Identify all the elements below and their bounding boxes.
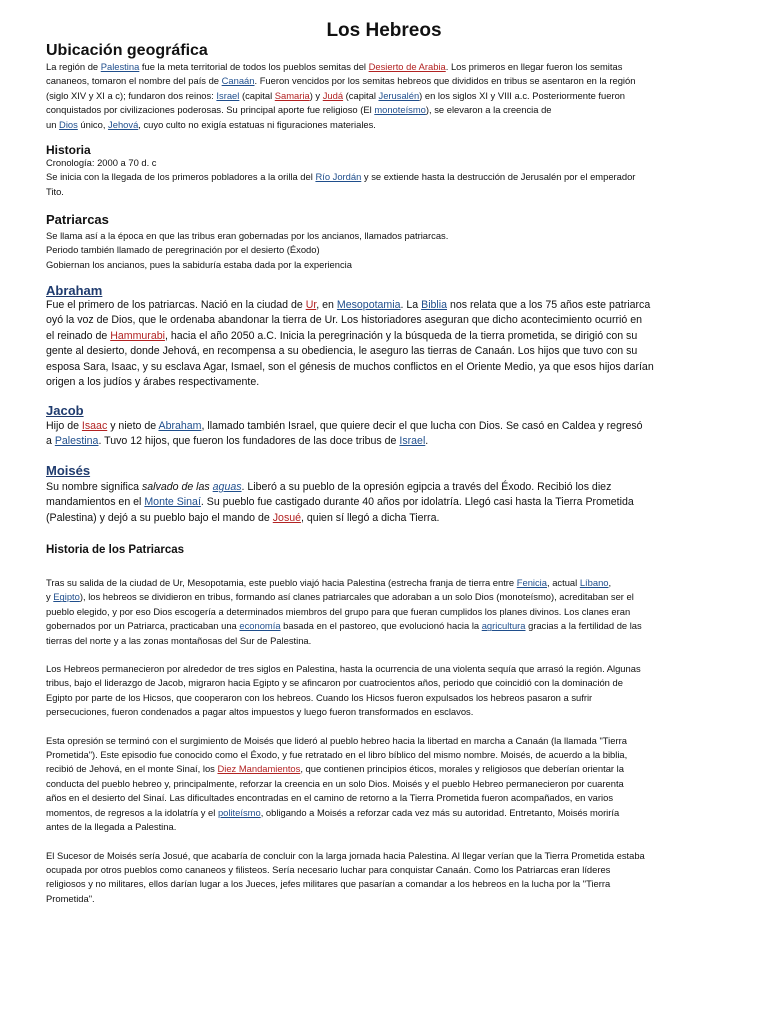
text-run: , actual	[546, 577, 580, 588]
text-line	[46, 511, 726, 526]
text-line	[46, 734, 722, 748]
text-line	[46, 634, 722, 648]
text-run: y se extiende hasta la destrucción de Jerusalén por el emperador	[361, 171, 636, 183]
text-run: cananeos, tomaron el nombre del país de	[46, 75, 222, 87]
text-run: ), se elevaron a la creencia de	[425, 104, 552, 116]
text-line	[46, 605, 722, 619]
text-line	[46, 777, 722, 791]
paragraph	[46, 576, 722, 648]
text-link-red[interactable]: Hammurabi	[110, 329, 165, 342]
text-run: persecuciones, fueron condenados a pagar altos impuestos y luego fueron transformados en esclavos.	[46, 706, 474, 718]
text-run: pueblo elegido, y por eso Dios escogería a determinados miembros del grupo para que fueran cumplidos los planes divinos. Los clanes eran	[46, 605, 631, 617]
text-link[interactable]: Canaán	[221, 75, 255, 87]
text-line	[46, 434, 726, 449]
text-run: Tito.	[46, 185, 64, 197]
text-line	[46, 892, 722, 906]
historia-text	[46, 156, 722, 199]
text-run: salvado de las	[141, 481, 213, 493]
text-run: El Sucesor de Moisés sería Josué, que acabaría de concluir con la larga jornada hacia Palestina. Al llegar verían que la Tierra Prometida estaba	[46, 849, 645, 861]
text-line	[46, 495, 726, 510]
text-run: momentos, de regresos a la idolatría y el	[46, 806, 218, 818]
text-line	[46, 676, 722, 690]
text-run: , hacia el año 2050 a.C. Inicia la peregrinación y la búsqueda de la tierra prometida, se dirigió con su	[164, 329, 638, 342]
text-run: Gobiernan los ancianos, pues la sabiduría estaba dada por la experiencia	[46, 258, 352, 270]
text-run: antes de la llegada a Palestina.	[46, 821, 177, 833]
text-line	[46, 863, 722, 877]
text-link[interactable]: Israel	[216, 89, 240, 101]
text-run: Prometida".	[46, 892, 95, 904]
paragraph	[46, 734, 722, 835]
text-run: oyó la voz de Dios, que le ordenaba abandonar la tierra de Ur. Los historiadores aseguran que dicho acontecimiento ocurrió en	[46, 314, 642, 327]
text-line	[46, 791, 722, 805]
text-line	[46, 60, 722, 74]
text-link[interactable]: Jerusalén	[378, 89, 420, 101]
text-run: gracias a la fertilidad de las	[525, 620, 642, 632]
heading-patriarcas: Patriarcas	[46, 212, 109, 227]
text-run: y	[46, 591, 54, 603]
text-line	[46, 748, 722, 762]
text-run: Tras su salida de la ciudad de Ur, Mesopotamia, este pueblo viajó hacia Palestina (estrecha franja de tierra entre	[46, 577, 517, 588]
text-run: fue la meta territorial de todos los pueblos semitas del	[139, 61, 369, 72]
text-link[interactable]: Jehová	[108, 118, 139, 130]
text-run: .	[425, 435, 429, 448]
text-link-red[interactable]: Diez Mandamientos	[217, 763, 301, 775]
text-run: tribus, bajo el liderazgo de Jacob, migraron hacia Egipto y se afincaron por cuatrocientos años, periodo que coincidió con la dominación de	[46, 677, 623, 689]
heading-moises-link[interactable]: Moisés	[46, 463, 91, 478]
text-link[interactable]: Israel	[399, 435, 426, 448]
text-line	[46, 118, 722, 132]
text-link-red[interactable]: Desierto de Arabia	[368, 61, 446, 72]
text-run: conducta del pueblo hebreo y, principalmente, reforzar la creencia en un solo Dios. Moisés y el pueblo Hebreo permanecieron por cuarenta	[46, 777, 624, 789]
text-run: tierras del norte y a las zonas montañosas del Sur de Palestina.	[46, 634, 312, 646]
text-line	[46, 329, 726, 344]
text-link[interactable]: Dios	[59, 118, 78, 130]
text-line	[46, 375, 726, 390]
text-run: . Liberó a su pueblo de la opresión egipcia a través del Éxodo. Recibió los diez	[241, 481, 612, 493]
page-title: Los Hebreos	[326, 20, 442, 41]
text-run: , en	[316, 299, 337, 311]
text-run: Fue el primero de los patriarcas. Nació en la ciudad de	[46, 299, 306, 311]
paragraph	[46, 849, 722, 907]
text-link-red[interactable]: Isaac	[81, 420, 108, 432]
text-run: nos relata que a los 75 años este patriarca	[447, 299, 651, 311]
text-line	[46, 806, 722, 820]
text-link[interactable]: economía	[239, 620, 281, 632]
text-run: gobernados por un Patriarca, practicaban una	[46, 620, 240, 632]
text-run: . Fueron vencidos por los semitas hebreos que divididos en tribus se asentaron en la región	[254, 75, 636, 87]
text-run: , llamado también Israel, que quiere decir el que lucha con Dios. Se casó en Caldea y regresó	[201, 420, 643, 432]
text-line	[46, 103, 722, 117]
text-run: Esta opresión se terminó con el surgimiento de Moisés que lideró al pueblo hebreo hacia la libertad en marcha a Canaán (la llamada "Tierra	[46, 734, 627, 746]
text-link[interactable]: aguas	[212, 481, 242, 493]
text-link[interactable]: Fenicia	[516, 577, 547, 588]
text-run: (capital	[343, 89, 379, 101]
text-run: Se llama así a la época en que las tribus eran gobernadas por los ancianos, llamados patriarcas.	[46, 230, 449, 241]
text-run: , obligando a Moisés a reforzar cada vez más su autoridad. Entretanto, Moisés moriría	[260, 806, 620, 818]
text-line	[46, 619, 722, 633]
moises-text	[46, 480, 726, 526]
text-run: ), los hebreos se dividieron en tribus, formando así clanes patriarcales que adoraban a un solo Dios (monoteísmo), acreditaban ser el	[79, 591, 634, 603]
text-run: basada en el pastoreo, que evolucionó hacia la	[280, 620, 482, 632]
text-run: Prometida"). Este episodio fue conocido como el Éxodo, y fue retratado en el libro bíblico del mismo nombre. Moisés, de acuerdo a la biblia,	[46, 749, 628, 761]
text-link[interactable]: Palestina	[100, 61, 140, 72]
text-run: ,	[608, 577, 612, 588]
text-link-red[interactable]: Ur	[305, 299, 317, 311]
text-link-red[interactable]: Josué	[272, 511, 302, 524]
ubicacion-text	[46, 60, 722, 132]
text-run: (Palestina) y dejó a su pueblo bajo el mando de	[46, 511, 273, 524]
patriarcas-text	[46, 229, 722, 272]
text-link[interactable]: Líbano	[579, 577, 609, 588]
text-run: un	[46, 118, 60, 130]
text-run: ocupada por otros pueblos como cananeos y filisteos. Sería necesario luchar para conquistar Canaán. Como los Patriarcas eran líderes	[46, 863, 611, 875]
text-line	[46, 170, 722, 184]
text-link[interactable]: agricultura	[481, 620, 526, 632]
text-line	[46, 185, 722, 199]
text-run: . Los primeros en llegar fueron los semitas	[445, 61, 623, 72]
jacob-text	[46, 419, 726, 450]
text-line	[46, 229, 722, 243]
text-line	[46, 344, 726, 359]
text-run: Cronología: 2000 a 70 d. c	[46, 157, 157, 168]
text-run: mandamientos en el	[46, 496, 145, 509]
text-line	[46, 419, 726, 434]
text-link[interactable]: Abraham	[158, 420, 202, 432]
text-line	[46, 762, 722, 776]
heading-ubicacion: Ubicación geográfica	[46, 42, 208, 59]
text-run: . Tuvo 12 hijos, que fueron los fundadores de las doce tribus de	[98, 435, 400, 448]
text-line	[46, 691, 722, 705]
text-run: Hijo de	[46, 420, 82, 432]
text-run: a	[46, 435, 55, 448]
text-line	[46, 849, 722, 863]
text-line	[46, 360, 726, 375]
text-run: ) en los siglos XI y VIII a.c. Posteriormente fueron	[419, 89, 625, 101]
text-link[interactable]: Monte Sinaí	[144, 496, 201, 509]
text-run: origen a los judíos y árabes respectivamente.	[46, 376, 260, 389]
text-line	[46, 258, 722, 272]
text-line	[46, 89, 722, 103]
text-line	[46, 590, 722, 604]
text-link-red[interactable]: Judá	[322, 89, 344, 101]
text-line	[46, 74, 722, 88]
text-run: años en el desierto del Sinaí. Las dificultades encontradas en el camino de retorno a la Tierra Prometida fueron acompañados, en varios	[46, 792, 614, 804]
text-link[interactable]: Palestina	[54, 435, 99, 448]
text-run: y nieto de	[107, 420, 159, 432]
text-run: Su nombre significa	[46, 481, 142, 493]
text-line	[46, 156, 722, 170]
text-run: recibió de Jehová, en el monte Sinaí, los	[46, 763, 218, 775]
text-run: , que contienen principios éticos, morales y religiosos que deberían orientar la	[300, 763, 624, 775]
text-run: , cuyo culto no exigía estatuas ni figuraciones materiales.	[138, 118, 376, 130]
text-link[interactable]: Mesopotamia	[336, 299, 401, 311]
text-line	[46, 243, 722, 257]
text-line	[46, 662, 722, 676]
text-run: La región de	[46, 61, 101, 72]
heading-historia: Historia	[46, 143, 91, 157]
text-line	[46, 298, 726, 313]
text-link[interactable]: Egipto	[53, 591, 80, 603]
text-run: . Su pueblo fue castigado durante 40 años por idolatría. Llegó casi hasta la Tierra Prometida	[200, 496, 634, 509]
heading-abraham-link[interactable]: Abraham	[46, 283, 103, 298]
text-run: , quien sí llegó a dicha Tierra.	[301, 511, 440, 524]
text-link[interactable]: monoteísmo	[374, 104, 426, 116]
text-run: Egipto por parte de los Hicsos, que cooperaron con los hebreos. Cuando los Hicsos fueron expulsados los hebreos pasaron a sufrir	[46, 691, 593, 703]
text-run: único,	[77, 118, 109, 130]
text-line	[46, 313, 726, 328]
text-run: religiosos y no militares, ellos darían lugar a los Jueces, jefes militares que pasarían a comandar a los hebreos en la lucha por la "Tierra	[46, 878, 611, 890]
text-run: . La	[400, 299, 422, 311]
text-run: (capital	[239, 89, 275, 101]
text-run: Los Hebreos permanecieron por alrededor de tres siglos en Palestina, hasta la ocurrencia de una violenta sequía que arrasó la región. Algunas	[46, 663, 641, 675]
text-link[interactable]: politeísmo	[217, 806, 261, 818]
historia-patriarcas-text	[46, 576, 722, 920]
text-run: Se inicia con la llegada de los primeros pobladores a la orilla del	[46, 171, 316, 183]
heading-jacob-link[interactable]: Jacob	[46, 403, 84, 418]
paragraph	[46, 662, 722, 720]
text-run: Periodo también llamado de peregrinación por el desierto (Éxodo)	[46, 244, 320, 256]
abraham-text	[46, 298, 726, 390]
text-line	[46, 820, 722, 834]
text-run: (siglo XIV y XI a c); fundaron dos reinos:	[46, 89, 217, 101]
text-run: esposa Sara, Isaac, y su esclava Agar, Ismael, son el génesis de muchos conflictos en el Oriente Medio, ya que esos hijos darían	[46, 360, 654, 373]
text-line	[46, 576, 722, 590]
text-link[interactable]: Biblia	[421, 299, 448, 311]
text-line	[46, 480, 726, 495]
text-link-red[interactable]: Samaria	[274, 89, 310, 101]
text-run: el reinado de	[46, 329, 111, 342]
text-line	[46, 705, 722, 719]
text-run: conquistados por civilizaciones poderosas. Su principal aporte fue religioso (El	[46, 104, 375, 116]
text-run: gente al desierto, donde Jehová, en recompensa a su obediencia, le aseguro las tierras de Canaán. Los hijos que tuvo con su	[46, 345, 638, 358]
text-line	[46, 877, 722, 891]
heading-historia-patriarcas: Historia de los Patriarcas	[46, 544, 185, 556]
text-link[interactable]: Río Jordán	[315, 171, 362, 183]
text-run: ) y	[309, 89, 323, 101]
